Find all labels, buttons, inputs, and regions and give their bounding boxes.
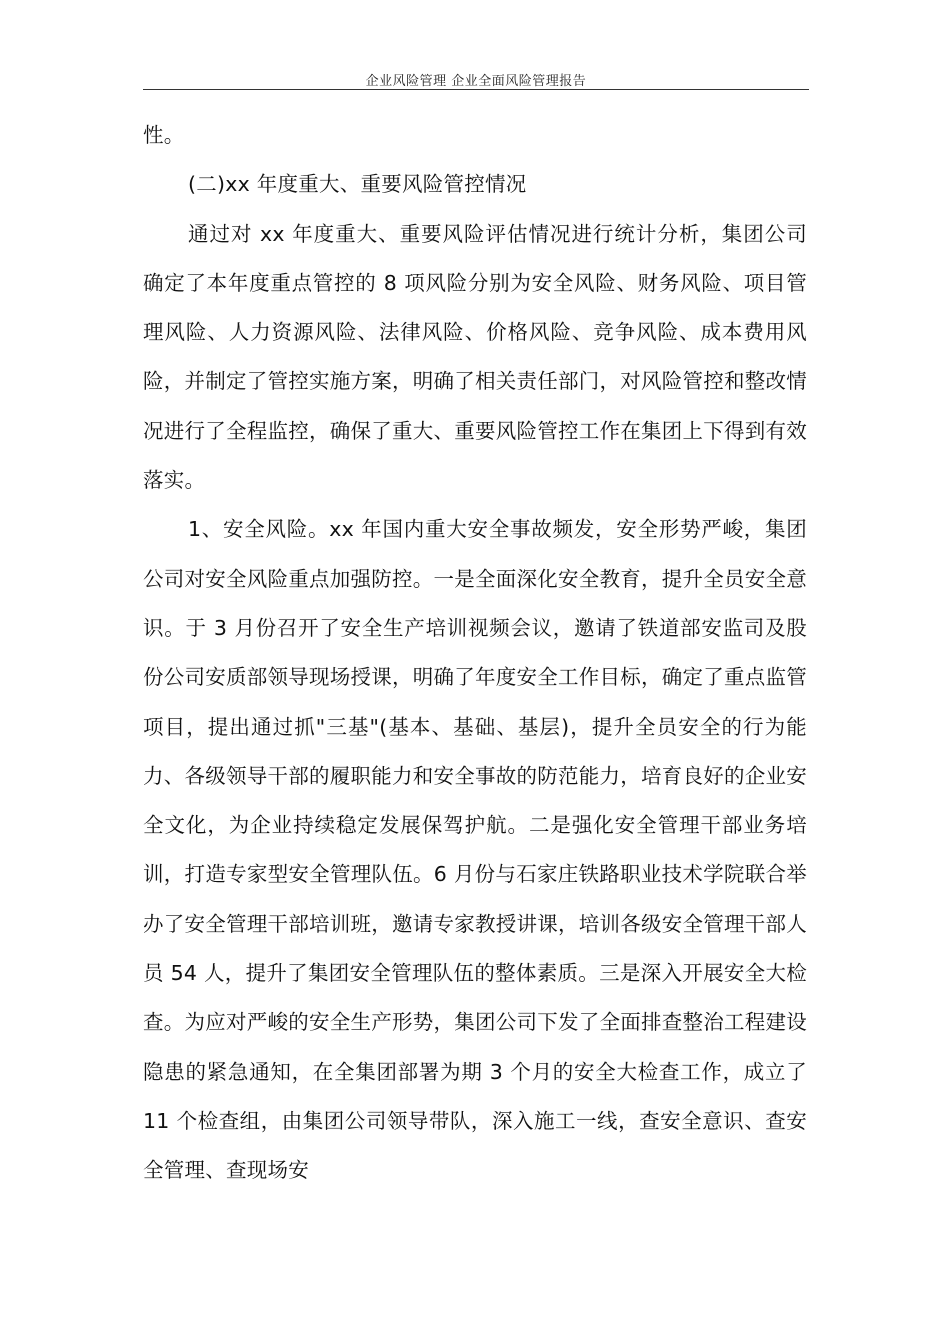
section-heading: (二)xx 年度重大、重要风险管控情况 bbox=[188, 172, 527, 197]
paragraph: 1、安全风险。xx 年国内重大安全事故频发，安全形势严峻，集团公司对安全风险重点加强防控。一是全面深化安全教育，提升全员安全意识。于 3 月份召开了安全生产培训视频会议，邀请了铁道部安监司及股份公司安质部领导现场授课，明确了年度安全工作目标，确定了重点监管项目，提出通过抓"三基"(基本、基础、基层)，提升全员安全的行为能力、各级领导干部的履职能力和安全事故的防范能力，培育良好的企业安全文化，为企业持续稳定发展保驾护航。二是强化安全管理干部业务培训，打造专家型安全管理队伍。6 月份与石家庄铁路职业技术学院联合举办了安全管理干部培训班，邀请专家教授讲课，培训各级安全管理干部人员 54 人，提升了集团安全管理队伍的整体素质。三是深入开展安全大检查。为应对严峻的安全生产形势，集团公司下发了全面排查整治工程建设隐患的紧急通知，在全集团部署为期 3 个月的安全大检查工作，成立了 11 个检查组，由集团公司领导带队，深入施工一线，查安全意识、查安全管理、查现场安 bbox=[143, 517, 807, 1183]
header-divider bbox=[143, 89, 809, 90]
running-header: 企业风险管理 企业全面风险管理报告 bbox=[365, 74, 587, 89]
paragraph-continuation: 性。 bbox=[143, 123, 185, 147]
document-body bbox=[143, 111, 807, 1196]
paragraph: 通过对 xx 年度重大、重要风险评估情况进行统计分析，集团公司确定了本年度重点管控的 8 项风险分别为安全风险、财务风险、项目管理风险、人力资源风险、法律风险、价格风险、竞争风险、成本费用风险，并制定了管控实施方案，明确了相关责任部门，对风险管控和整改情况进行了全程监控，确保了重大、重要风险管控工作在集团上下得到有效落实。 bbox=[143, 221, 807, 493]
